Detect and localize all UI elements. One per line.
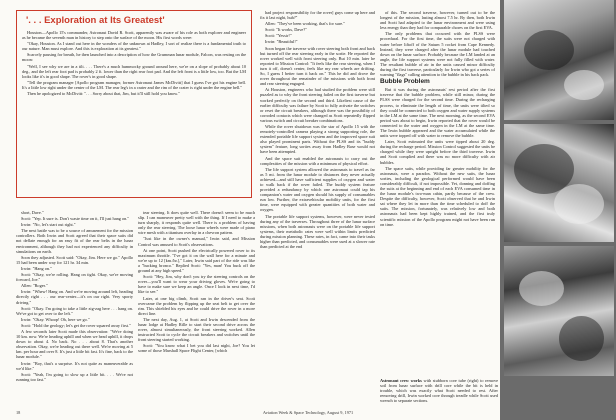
page-number: 18 bbox=[16, 410, 21, 415]
paragraph: Allen: "They've been working, that's for sure." bbox=[265, 21, 345, 27]
lunar-photo-bottom bbox=[504, 246, 614, 376]
sidebar-body bbox=[22, 30, 246, 96]
publication-line: Aviation Week & Space Technology, August 9, 1971 bbox=[262, 410, 354, 415]
article-column-2 bbox=[138, 210, 255, 408]
paragraph: Soon they adjusted. Scott said: "Okay, Jim. Here we go." Apollo 15 had been under way for 121 hr. 34 min. bbox=[16, 254, 133, 265]
paragraph: tear steering. It does quite well. There doesn't seem to be much slip. I can maneuver pretty well with the thing. If I need to make a turn sharply, it responds quite well. There is a problem of having only the rear steering. The loose lunar wheels were made of piano wire mesh with a titanium overlay in a chevron pattern. bbox=[138, 210, 255, 236]
paragraph: Then he apologized to McDivitt: ". . . Sorry about that, Jim, but it'll still hold you know." bbox=[27, 91, 180, 97]
paragraph: Scott: "Yessir!" bbox=[265, 33, 292, 39]
paragraph: Irwin: "Hang on." bbox=[21, 265, 52, 271]
photo-caption bbox=[380, 378, 498, 403]
paragraph: The space suits, while providing far greater mobility for the astronauts, were a paradox. Without the new suits, the lunar sorties, including the geological performed would have been considerably difficult, if not impossible. Yet, donning and doffing the suits at the beginning and end of each EVA consumed time in the lunar module's two-man cabin, partly because of the crew. Despite the difficulty, however, Scott observed that he and Irwin sat where they let in more than the time scheduled to doff the suits. The mission, fortunately, was relatively low and both astronauts had been kept highly trained, and the first truly scientific mission of the Apollo program might not have been run on time. bbox=[380, 165, 495, 227]
page-footer bbox=[16, 410, 600, 418]
article-column-1 bbox=[16, 210, 133, 408]
paragraph: Irwin: "Whew! Hang on. And we're moving around left, heading directly right . . . our rear-center—it's on our right. Very sporty driving." bbox=[16, 289, 133, 305]
paragraph: of this. The second traverse, however, turned out to be the longest of the mission, lasting almost 7.5 hr. By then, both Irwin and Scott had adapted to the lunar environment and were using less energy than they had for comparable chores on the first EVA. bbox=[380, 10, 495, 31]
paragraph: While the rover shutdown was the star of Apollo 15 with the remotely-controlled camera playing a strong supporting role, the extended portable life support system and the improved space suit also played prominent parts. Without the PLSS and its "buddy system" feature, long sorties away from Hadley Base would not have been attempted. bbox=[260, 123, 375, 155]
paragraph: Scott: "Hold the geology; let's get the rover squared away first." bbox=[21, 322, 131, 328]
paragraph: A few seconds later Scott made this observation: "We're doing 10 km. now. We're heading uphill and when we head uphill, it drops down to about 4. No back. No . . . about 8. That's another observation. Okay, we're heading out there well. We're moving at 5 km. per hour and over 8. It's just a little bit fast. It's fine, back to the lunar module." bbox=[16, 328, 133, 360]
sidebar-title: '. . . Exploration at Its Greatest' bbox=[26, 15, 165, 26]
section-subhead: Bubble Problem bbox=[380, 78, 430, 86]
paragraph: Scott: "Okay, we're rolling. Hang on tight. Okay, we're moving forward, Joe." bbox=[16, 272, 133, 283]
paragraph: Scott: "You know what I bet you did last night, Joe? You let some of those Marshall Space Flight Center, [which bbox=[138, 343, 255, 354]
paragraph: "Okay, Houston. As I stand out here in the wonders of the unknown at Hadley, I sort of realize there is a fundamental truth to our nature. Man must explore. And this is exploration at its greatest." bbox=[22, 41, 246, 52]
sidebar-box bbox=[16, 10, 252, 198]
paragraph: Later, Scott estimated the units were tipped about 20 deg. during the recharge period. Mission Control suggested the units be charged while they were upright before the third traverse. Irwin and Scott complied and there was no more difficulty with air bubbles. bbox=[380, 139, 495, 165]
caption-lead: Astronaut crew works bbox=[380, 378, 422, 383]
paragraph: Irwin: "Boy, that's a surprise. It's not quite as maneuverable as we'd like." bbox=[16, 360, 133, 371]
paragraph: Irwin: "No, let's start out right." bbox=[21, 222, 76, 228]
paragraph: Allen: "Roger." bbox=[21, 283, 48, 289]
paragraph: "Just like in the owner's manual," Irwin said, and Mission Control was amused to Scott's observations. bbox=[138, 236, 255, 247]
paragraph: And the space suit enabled the astronauts to carry out the complexities of the mission with a minimum of physical effort. bbox=[260, 155, 375, 166]
article-column-3 bbox=[260, 10, 375, 408]
paragraph: The only problems that occurred with the PLSS were procedural. For the first time, the suits were not charged with water before liftoff of the Saturn 5 rocket from Cape Kennedy. Instead, they were charged after the lunar module had touched down on the lunar surface. Probably because the LM landed at an angle, the life support systems were not fully filled with water. The resultant bubble of air in the units caused minor difficulty during the first traverse, particularly for Irwin who got a series of warning "flags" calling attention to the bubble in his back pack. bbox=[380, 31, 495, 78]
paragraph: "Well, I see why we are in a tilt. . . . There's a much hummocky ground around here, we're on a slope of probably about 10 deg., and the left rear foot pad is probably 2 ft. lower than the right rear foot pad. And the left front is a little low, too. But the LM looks like it's in good shape. The rover's in good shape. bbox=[22, 63, 246, 79]
article-column-4 bbox=[380, 10, 495, 408]
paragraph: had project responsibility for the rover] guys come up here and fix it last night, huh?" bbox=[260, 10, 375, 21]
paragraph: Irwin: "Beautiful!" bbox=[265, 39, 298, 45]
paragraph: Scott: "Hey, Jim, why don't you try the steering controls on the rover—you'll want to wear your driving gloves. We're going to have to make sure we keep an angle. Once I look in next time, I'd like to see." bbox=[138, 274, 255, 295]
photo-strip bbox=[500, 0, 616, 420]
paragraph: Scott: "Yeah, I'm going to slow up a little bit. . . . We're not running too fast." bbox=[16, 371, 133, 382]
paragraph: Later, at one big climb, Scott ran in the driver's seat. Scott overcame the problem by flipping up the seat belt to get over the rim. This shielded his eyes and he could drive the rover in a more direct line. bbox=[138, 295, 255, 316]
paragraph: The next battle was to be a source of amusement for the mission controllers. Both Irwin and Scott agreed that their space suits did not deflate enough for an easy fit of the rear belts in the lunar environment, although they had not experienced any difficulty in simulations on earth. bbox=[16, 228, 133, 254]
paragraph: At one point, Scott pushed the electrically powered rover to its maximum throttle. "I've got it on the wall here for a minute and we're up to 12 [km./hr.]," Later, Irwin said part of the ride was like a "bucking bronco." Replied Scott: "Yes, man! You buck off the ground at any high speed." bbox=[138, 247, 255, 274]
lunar-photo-middle bbox=[504, 124, 614, 242]
paragraph: The life support system allowed the astronauts to travel as far as 5 mi. from the lunar module to distances they never actually achieved—and still have sufficient supplies of oxygen and water to walk back if the rover failed. The buddy system feature provided a redundancy by which one astronaut could tap his companion's water and oxygen should his supply of consumables run low. Further, the extravehicular mobility units, for the first time, were equipped with greater quantities of both water and oxygen. bbox=[260, 166, 375, 213]
paragraph: Scott: "Okay. I'm going to take a little zig-zag here . . . hang on. We've got to get over to the left." bbox=[16, 305, 133, 316]
paragraph: Scarcely pausing for breath, he then launched into a description of how the Grumman lunar module, Falcon, was resting on the moon: bbox=[22, 52, 246, 63]
paragraph: "Tell the program manager [Apollo program manager, former Astronaut James McDivitt] that I guess I've got his engine bell. It's a little low right under the center of the LM. The rear leg's in a crater and the rim of the crater is right under the engine bell." bbox=[22, 79, 246, 90]
paragraph: At Houston, engineers who had studied the problem were still puzzled as to why the front steering failed on the first traverse but worked perfectly on the second and third. Likeliest cause of the earlier difficulty was failure by Scott to fully activate the switches or reset the circuit breakers, although there was the possibility of corroded contacts which were changed as Scott repeatedly flipped various switch and circuit breaker combinations. bbox=[260, 87, 375, 123]
paragraph: Scott: "Yep. It sure is. Don't waste time on it, I'll just hang on." bbox=[21, 216, 130, 222]
paragraph: Soon began the traverse with rover steering both front and back but turned off the rear steering early in the sortie. He reported the rover worked well with front steering only. But 10 min. later he reported to Mission Control: "It feels like the rear steering, when I turn it off, doesn't center, feels like my rear wheels are drifting. So, I guess I better turn it back on." This he did and drove the rover throughout the remainder of the missions with both front and rear steering engaged. bbox=[260, 45, 375, 87]
paragraph: Irwin: "Okay. Whoop! Oh, here we go." bbox=[21, 316, 90, 322]
caption-text: with stubborn core tube (right) to remove soil from lunar surface with drill core while the bit is held in trouble, which was exactly what Scott needed to rest. After removing drill, Irwin worked core through treadle while Scott used wrench to separate sections. bbox=[380, 378, 499, 404]
paragraph: But it was during the astronauts' rest period after the first traverse that the bubble problem, while still minor, during the PLSS were charged for the second time. During the recharging process, to eliminate the length of time, the units were tilted so they could be connected to both oxygen and water supply systems in the LM at the same time. The next morning, as the second EVA period was about to begin, Irwin reported that the rover would be connected to the water and oxygen in the LM at the same time. The Irwin bubble appeared and the water accumulated while the units were topped off with water to remove the bubble. bbox=[380, 87, 495, 139]
paragraph: Scott: "It works, Dave?" bbox=[265, 27, 307, 33]
lunar-photo-top bbox=[504, 0, 614, 120]
paragraph: short, Dave." bbox=[21, 210, 44, 215]
paragraph: The portable life support systems, however, were never tested during any of the traverses. Throughout three of the lunar surface missions, when both astronauts were on the portable life support systems, their metabolic rates were well within limits predicted during mission planning. These rates, in fact, came into their tasks higher than predicted, and consumables were used at a slower rate than predicted at the end bbox=[260, 213, 375, 250]
paragraph: Houston—Apollo 15's commander, Astronaut David R. Scott, apparently was aware of his role as both explorer and engineer as he became the seventh man in history to step onto the surface of the moon. His first words were: bbox=[22, 30, 246, 41]
paragraph: The next day, Aug. 1, at Scott and Irwin descended from the lunar lodge at Hadley Rille to start their second drive across the rover, almost simultaneously, the front steering worked. Allen instructed Scott to cycle the circuit breakers and switches until the front steering started working. bbox=[138, 316, 255, 343]
